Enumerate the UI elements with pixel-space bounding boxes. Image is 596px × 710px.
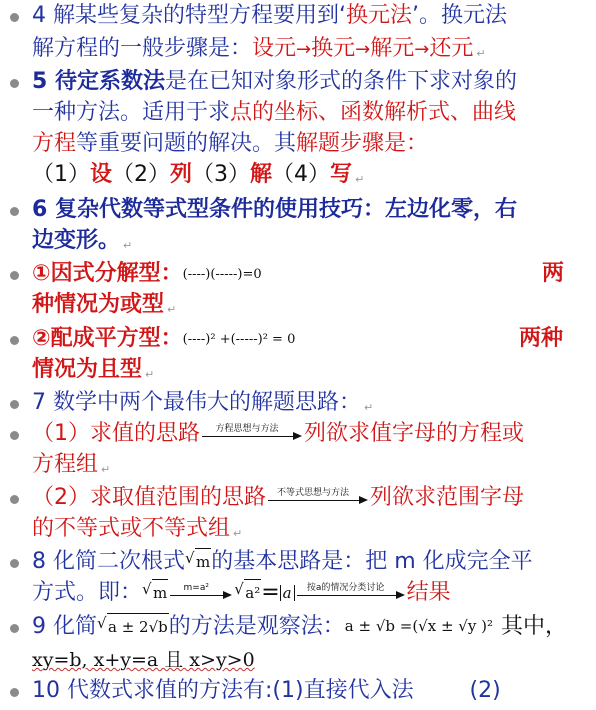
text-run: 9 化简 xyxy=(32,614,97,639)
line-right xyxy=(519,325,563,352)
arrow-label: 不等式思想与方法 xyxy=(276,488,349,498)
text-run: 边变形。 xyxy=(32,228,121,253)
bullet xyxy=(10,336,19,345)
text-run: （1）求值的思路 xyxy=(32,421,200,446)
line xyxy=(32,291,582,323)
radicand: m xyxy=(195,548,211,576)
labeled-arrow xyxy=(202,424,302,444)
bullet xyxy=(10,13,19,22)
line xyxy=(32,260,582,288)
text-run: 的不等式或不等式组 xyxy=(32,516,231,541)
text-run: ’。换元法 xyxy=(412,3,507,28)
sqrt-expression: √ m xyxy=(142,579,168,607)
line xyxy=(32,389,582,421)
sqrt-expression: √ a² xyxy=(234,579,261,607)
formula: (----)² +(-----)² = 0 xyxy=(182,332,296,347)
arrow-glyph: → xyxy=(296,39,312,60)
line xyxy=(32,484,582,511)
text-run: 设 xyxy=(90,162,113,187)
text-run: 情况为且型 xyxy=(32,357,143,382)
line xyxy=(32,227,582,259)
text-run: 换元法 xyxy=(345,3,412,28)
bullet xyxy=(10,79,19,88)
text-run: 两 xyxy=(542,261,565,286)
bullet xyxy=(10,624,19,633)
text-run: 解 xyxy=(250,162,273,187)
bullet xyxy=(10,271,19,280)
text-run: = xyxy=(261,580,280,605)
text-run: 列欲求范围字母 xyxy=(370,485,525,510)
text-run: 解题步骤是： xyxy=(296,131,429,156)
absolute-value: a xyxy=(280,585,295,601)
line xyxy=(32,130,582,157)
line xyxy=(32,579,582,607)
arrow-label: 方程思想与方法 xyxy=(215,424,279,434)
bullet xyxy=(10,559,19,568)
labeled-arrow xyxy=(170,583,232,603)
text-run: 点的坐标、函数解析式、曲线 xyxy=(230,100,517,125)
line xyxy=(32,2,582,29)
text-run: （1） xyxy=(32,162,90,187)
bullet xyxy=(10,495,19,504)
text-run: （4） xyxy=(272,162,331,187)
radicand: m xyxy=(152,579,168,607)
line xyxy=(32,35,582,67)
text-run: 设元 xyxy=(252,36,297,61)
text-run: 是在已知对象形式的条件下求对象的 xyxy=(164,69,517,94)
text-run: 7 数学中两个最伟大的解题思路： xyxy=(32,390,361,415)
line xyxy=(32,68,582,95)
text-run: ②配成平方型： xyxy=(32,326,183,351)
text-run: 列欲求值字母的方程或 xyxy=(304,421,525,446)
bullet xyxy=(10,207,19,216)
arrow-label: m=a² xyxy=(183,583,209,593)
return-mark-icon: ↵ xyxy=(101,463,111,476)
formula: (----)(-----)=0 xyxy=(182,267,262,282)
line xyxy=(32,613,582,641)
bullet xyxy=(10,431,19,440)
text-run: xy=b, x+y=a 且 x>y>0 xyxy=(32,649,255,671)
return-mark-icon: ↵ xyxy=(145,368,155,381)
line-right xyxy=(542,260,564,287)
bullet xyxy=(10,400,19,409)
text-run: （2）求取值范围的思路 xyxy=(32,485,266,510)
text-run: 方式。即： xyxy=(32,580,143,605)
text-run: (2) xyxy=(413,678,501,703)
text-run: ①因式分解型： xyxy=(32,261,183,286)
text-run: 方程 xyxy=(32,131,77,156)
line xyxy=(32,196,582,223)
return-mark-icon: ↵ xyxy=(355,173,365,186)
text-run: 解元 xyxy=(370,36,415,61)
text-run: 列 xyxy=(170,162,193,187)
text-run: 方程组 xyxy=(32,452,99,477)
return-mark-icon: ↵ xyxy=(123,239,133,252)
text-run: 种情况为或型 xyxy=(32,292,165,317)
line xyxy=(32,325,582,353)
arrow-glyph: → xyxy=(414,39,430,60)
text-run: 6 复杂代数等式型条件的使用技巧：左边化零，右 xyxy=(32,197,517,222)
line xyxy=(32,99,582,126)
text-run: 一种方法。适用于求 xyxy=(32,100,231,125)
text-run: 等重要问题的解决。其 xyxy=(76,131,297,156)
return-mark-icon: ↵ xyxy=(233,527,243,540)
sqrt-expression: √ m xyxy=(185,548,211,576)
text-run: 10 代数式求值的方法有:(1)直接代入法 xyxy=(32,678,414,703)
text-run: 还元 xyxy=(429,36,474,61)
return-mark-icon: ↵ xyxy=(476,47,486,60)
text-run: 其中， xyxy=(500,614,567,639)
text-run: 写 xyxy=(330,162,353,187)
text-run: 5 待定系数法 xyxy=(32,69,165,94)
labeled-arrow xyxy=(268,488,368,508)
text-run: 结果 xyxy=(406,580,451,605)
text-run: 4 解某些复杂的特型方程要用到‘ xyxy=(32,3,346,28)
labeled-arrow xyxy=(297,583,405,603)
sqrt-expression: √ a ± 2√b xyxy=(97,613,169,641)
return-mark-icon: ↵ xyxy=(167,303,177,316)
text-run: 解方程的一般步骤是： xyxy=(32,36,253,61)
bullet xyxy=(10,688,19,697)
text-run: 的方法是观察法： xyxy=(168,614,345,639)
line xyxy=(32,548,582,576)
radicand: a ± 2√b xyxy=(107,613,169,641)
text-run: 的基本思路是：把 m 化成完全平 xyxy=(211,549,533,574)
text-run: （3） xyxy=(192,162,251,187)
arrow-glyph: → xyxy=(355,39,371,60)
line xyxy=(32,515,582,547)
line xyxy=(32,161,582,193)
return-mark-icon: ↵ xyxy=(364,401,374,414)
line xyxy=(32,451,582,483)
arrow-label: 按a的情况分类讨论 xyxy=(306,583,385,593)
text-run: 8 化简二次根式 xyxy=(32,549,185,574)
text-run: （2） xyxy=(112,162,171,187)
line xyxy=(32,646,582,674)
line xyxy=(32,420,582,447)
text-run: 两种 xyxy=(519,326,564,351)
line xyxy=(32,677,582,704)
radicand: a² xyxy=(244,579,261,607)
formula: a ± √b =(√x ± √y )² xyxy=(344,617,493,635)
text-run: 换元 xyxy=(311,36,356,61)
line xyxy=(32,356,582,388)
